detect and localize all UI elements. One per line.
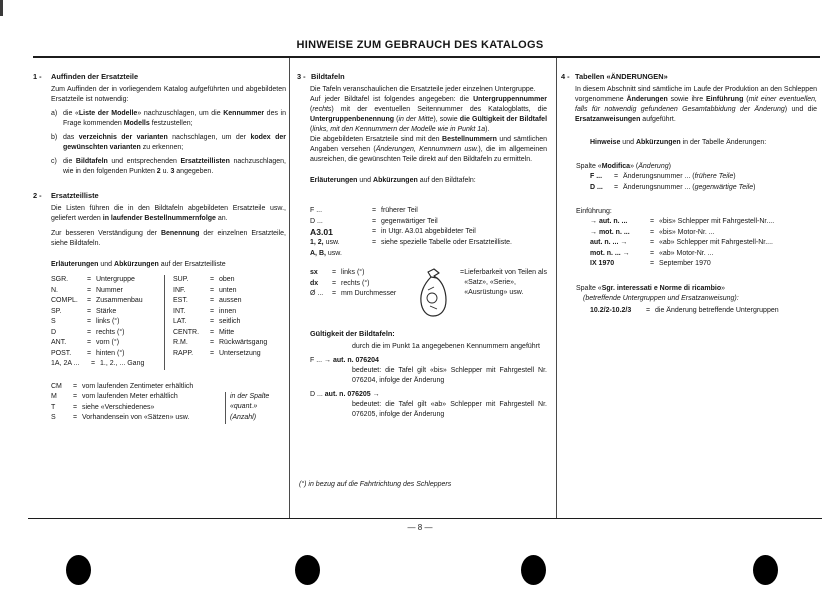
def-row: sx = links (°) (310, 269, 365, 276)
section-4-hint: Hinweise und Abkürzungen in der Tabelle Änderungen: (590, 139, 767, 146)
abbrev-row: SP. = Stärke (51, 307, 117, 315)
column-finding-parts (33, 64, 286, 424)
availability-rows (51, 382, 225, 424)
page-number: — 8 — (407, 523, 433, 532)
list-item-b (51, 133, 286, 153)
section-2-heading (33, 191, 286, 201)
item-text: die Bildtafeln und entsprechenden Ersatzteillisten nachzuschlagen, wie in den folgenden Punkten 2 u. 3 angegeben. (63, 158, 286, 175)
item-label: c) (51, 158, 57, 165)
validity-intro: durch die im Punkt 1a angegebenen Kennummern angeführt (352, 343, 540, 350)
list-item-a (51, 109, 286, 129)
column-separator-1 (289, 58, 290, 518)
abbrev-row: CM = vom laufenden Zentimeter erhältlich (51, 382, 194, 390)
def-row: mot. n. ... → = «ab» Motor-Nr. ... (590, 249, 714, 257)
direction-footnote: (°) in bezug auf die Fahrtrichtung des Schleppers (299, 481, 452, 488)
header-rule (33, 56, 820, 58)
sgr-column-subheading: (betreffende Untergruppen und Ersatzanweisung): (583, 294, 739, 302)
def-row: Ø ... = mm Durchmesser (310, 290, 397, 297)
abbrev-row: INF. = unten (173, 286, 237, 294)
abbrev-row: 1A, 2A ... = 1., 2., ... Gang (51, 360, 145, 367)
def-key-line: 1, 2, usw. (310, 239, 340, 246)
abbreviation-table (51, 275, 286, 370)
abbreviations-caption: Erläuterungen und Abkürzungen auf den Bildtafeln: (310, 177, 476, 184)
def-row: D ... = Änderungsnummer ... (gegenwärtige Teile) (590, 183, 756, 191)
sgr-column-heading: Spalte «Sgr. interessati e Norme di ricambio» (576, 284, 726, 292)
abbreviation-table-left (51, 275, 164, 370)
abbrev-row: M = vom laufenden Meter erhältlich (51, 393, 178, 400)
section-1-heading (33, 72, 286, 82)
abbrev-row: T = siehe «Verschiedenes» (51, 403, 155, 411)
introduction-heading: Einführung: (576, 208, 612, 215)
note-line: in der Spalte (230, 392, 270, 400)
picture-table-abbreviations (310, 206, 547, 259)
abbrev-row: SGR. = Untergruppe (51, 276, 135, 283)
abbrev-row: R.M. = Rückwärtsgang (173, 339, 268, 346)
section-title: Tabellen «ÄNDERUNGEN» (575, 72, 668, 81)
validity-example-1-text: bedeutet: die Tafel gilt «bis» Schlepper mit Fahrgestell Nr. 076204, infolge der Änderung (352, 367, 547, 384)
availability-abbreviation-table (51, 382, 286, 424)
validity-example-1-key: F ... → aut. n. 076204 (310, 357, 379, 364)
section-2-paragraph-2: Zur besseren Verständigung der Benennung der einzelnen Ersatzteile, siehe Bildtafeln. (51, 230, 286, 247)
abbrev-row: D = rechts (°) (51, 328, 125, 336)
def-row: F ... = früherer Teil (310, 207, 418, 214)
def-row: F ... = Änderungsnummer ... (frühere Teile) (590, 173, 736, 180)
note-line: «quant.» (230, 403, 258, 410)
orientation-abbreviations (310, 268, 547, 318)
abbrev-row: LAT. = seitlich (173, 318, 241, 325)
parts-bag-icon (406, 268, 460, 318)
column-separator-2 (556, 58, 557, 518)
bag-caption-text: Lieferbarkeit von Teilen als «Satz», «Serie», «Ausrüstung» usw. (464, 269, 547, 296)
section-number: 4 - (561, 72, 570, 81)
section-4-paragraph-1: In diesem Abschnitt sind sämtliche im Laufe der Produktion an den Schleppen vorgenommene Änderungen sowie ihre Einführung (mit einer eventuellen, falls für notwendig gefundenen Gesamtabbidung der Änderung) und die Ersatzanweisungen aufgeführt. (575, 86, 818, 123)
section-1-intro: Zum Auffinden der in vorliegendem Katalog aufgeführten und abgebildeten Ersatzteile ist notwendig: (51, 86, 286, 103)
abbrev-row: INT. = innen (173, 307, 237, 315)
punch-hole (521, 555, 546, 585)
abbrev-row: EST. = aussen (173, 297, 242, 304)
abbreviations-caption: Erläuterungen und Abkürzungen auf der Ersatzteilliste (51, 261, 226, 268)
def-row: → aut. n. ... = «bis» Schlepper mit Fahrgestell-Nr.... (590, 218, 775, 225)
sgr-example-row: 10.2/2-10.2/3 = die Änderung betreffende Untergruppen (590, 306, 779, 314)
def-row: 1, 2, usw. A, B, usw. = siehe spezielle Tabelle oder Ersatzteilliste. (310, 238, 547, 259)
section-3-heading (297, 72, 547, 82)
section-title: Auffinden der Ersatzteile (51, 72, 139, 81)
abbrev-row: COMPL. = Zusammenbau (51, 297, 143, 304)
column-changes-tables (561, 64, 817, 316)
punch-hole (66, 555, 91, 585)
column-picture-tables (297, 64, 547, 519)
quantity-column-note (225, 392, 286, 424)
section-number: 1 - (33, 72, 42, 81)
abbreviation-table-right (164, 275, 286, 370)
abbrev-row: ANT. = vorn (°) (51, 339, 120, 346)
validity-example-2-text: bedeutet: die Tafel gilt «ab» Schlepper mit Fahrgestell Nr. 076205, infolge der Änderung (352, 401, 547, 418)
modifica-rows (590, 172, 817, 193)
sx-dx-defs (310, 268, 406, 318)
abbrev-row: N. = Nummer (51, 286, 123, 294)
section-3-paragraph-3: Die abgebildeten Ersatzteile sind mit den Bestellnummern und sämtlichen Angaben versehen (Änderungen, Kennummern usw.), die im allgemeinen ausreichen, die gewünschten Teile direkt auf den Bildtafeln zu ermitteln. (310, 136, 547, 163)
section-3-paragraph-2: Auf jeder Bildtafel ist folgendes angegeben: die Untergruppennummer (rechts) mit der eventuellen Seitennummer des Katalogblatts, die Untergruppenbenennung (in der Mitte), sowie die Gültigkeit der Bildtafel (links, mit den Kennummern der Modelle wie in Punkt 1a). (310, 96, 548, 133)
introduction-rows (590, 217, 817, 270)
abbrev-row: S = links (°) (51, 318, 120, 325)
section-4-heading (561, 72, 817, 82)
abbrev-row: SUP. = oben (173, 276, 235, 283)
section-title: Ersatzteilliste (51, 191, 99, 200)
page-title: HINWEISE ZUM GEBRAUCH DES KATALOGS (296, 39, 544, 51)
def-key-line: A, B, usw. (310, 249, 342, 257)
abbrev-row: POST. = hinten (°) (51, 349, 125, 357)
def-row: D ... = gegenwärtiger Teil (310, 217, 438, 225)
scan-edge-artifact (0, 0, 3, 16)
list-item-c (51, 157, 286, 177)
abbrev-row: S = Vorhandensein von «Sätzen» usw. (51, 414, 190, 421)
abbrev-row: RAPP. = Untersetzung (173, 349, 261, 357)
abbrev-row: CENTR. = Mitte (173, 328, 235, 336)
def-row: A3.01 = in Utgr. A3.01 abgebildeter Teil (310, 227, 476, 237)
item-label: b) (51, 134, 58, 141)
footer-rule (28, 518, 822, 519)
validity-heading: Gültigkeit der Bildtafeln: (310, 329, 395, 338)
section-3-paragraph-1: Die Tafeln veranschaulichen die Ersatzteile jeder einzelnen Untergruppe. (310, 86, 536, 93)
note-line: (Anzahl) (230, 413, 257, 421)
item-text: das verzeichnis der varianten nachschlagen, um der kodex der gewünschten varianten zu erkennen; (63, 134, 286, 151)
section-title: Bildtafeln (311, 72, 345, 81)
def-row: aut. n. ... → = «ab» Schlepper mit Fahrgestell-Nr.... (590, 239, 773, 246)
def-row: IX 1970 = September 1970 (590, 260, 711, 267)
def-row: dx = rechts (°) (310, 279, 370, 287)
item-label: a) (51, 110, 58, 117)
modifica-column-heading: Spalte «Modifica» (Änderung) (576, 163, 671, 170)
punch-hole (295, 555, 320, 585)
section-2-paragraph-1: Die Listen führen die in den Bildtafeln abgebildeten Ersatzteile usw., geliefert werden in laufender Bestellnummernfolge an. (51, 205, 286, 222)
punch-hole (753, 555, 778, 585)
def-row: → mot. n. ... = «bis» Motor-Nr. ... (590, 228, 715, 236)
section-number: 2 - (33, 191, 42, 200)
bag-caption (460, 268, 547, 318)
section-number: 3 - (297, 72, 306, 81)
item-text: die «Liste der Modelle» nachzuschlagen, um die Kennummer des in Frage kommenden Modells festzustellen; (63, 110, 287, 127)
equals-sign: = (460, 269, 465, 276)
validity-example-2-key: D ... aut. n. 076205 → (310, 391, 380, 398)
